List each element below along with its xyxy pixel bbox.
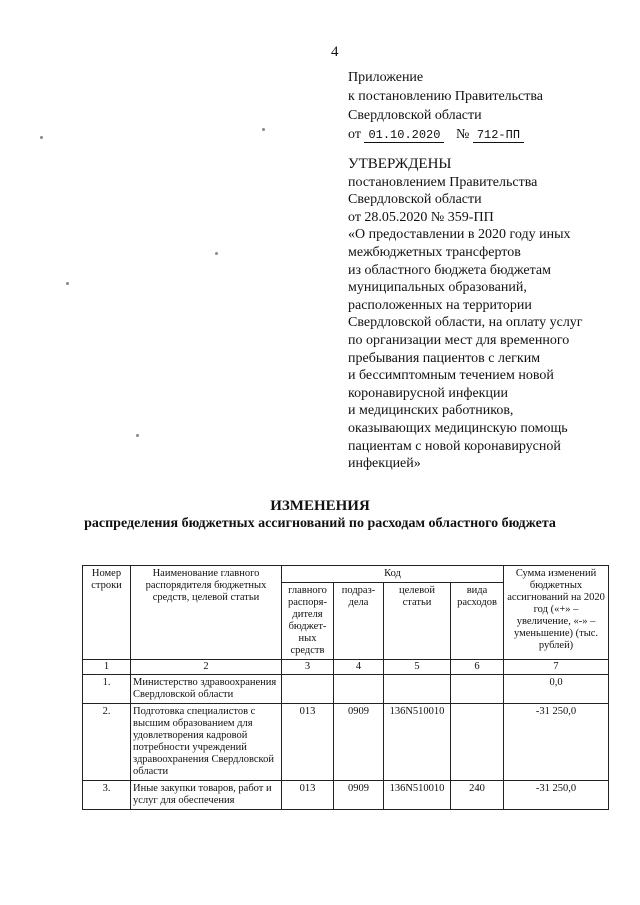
row-code-subsection: 0909: [334, 704, 384, 781]
header-code-target: целевой статьи: [384, 583, 451, 660]
row-sum: -31 250,0: [504, 781, 609, 810]
appendix-line: к постановлению Правительства: [348, 89, 544, 104]
approved-line: пребывания пациентов с легким: [348, 350, 541, 366]
row-number: 2.: [83, 704, 131, 781]
row-number: 3.: [83, 781, 131, 810]
approved-line: по организации мест для временного: [348, 332, 570, 348]
appendix-number: 712-ПП: [473, 128, 524, 143]
approved-line: Свердловской области: [348, 192, 482, 208]
row-code-subsection: [334, 675, 384, 704]
row-code-target: [384, 675, 451, 704]
row-code-expense: [451, 704, 504, 781]
table-header-row: [83, 566, 609, 583]
table-row: [83, 704, 609, 781]
approved-title: УТВЕРЖДЕНЫ: [348, 156, 452, 172]
row-code-expense: [451, 675, 504, 704]
column-index: 2: [131, 660, 282, 675]
column-index: 4: [334, 660, 384, 675]
approved-line: и бессимптомным течением новой: [348, 368, 554, 384]
from-label: от: [348, 127, 361, 142]
scan-speck: [262, 128, 265, 131]
approved-line: из областного бюджета бюджетам: [348, 262, 551, 278]
approved-line: межбюджетных трансфертов: [348, 244, 521, 260]
header-sum: Сумма изменений бюджетных ассигнований на 2020 год («+» – увеличение, «-» – уменьшение) (тыс. рублей): [504, 566, 609, 660]
column-index: 5: [384, 660, 451, 675]
appendix-line: Свердловской области: [348, 108, 482, 123]
approved-line: и медицинских работников,: [348, 403, 514, 419]
header-code-main: главного распоря-дителя бюджет-ных средств: [282, 583, 334, 660]
approved-line: инфекцией»: [348, 456, 421, 472]
header-row-number: Номер строки: [83, 566, 131, 660]
page-number: 4: [331, 44, 339, 60]
number-label: №: [455, 127, 470, 142]
approved-line: пациентам с новой коронавирусной: [348, 438, 561, 454]
row-sum: 0,0: [504, 675, 609, 704]
document-title: ИЗМЕНЕНИЯ: [270, 498, 370, 514]
row-code-target: 136N510010: [384, 704, 451, 781]
approved-block: [348, 156, 608, 473]
row-name: Подготовка специалистов с высшим образованием для удовлетворения кадровой потребности учреждений здравоохранения Свердловской области: [131, 704, 282, 781]
header-name: Наименование главного распорядителя бюджетных средств, целевой статьи: [131, 566, 282, 660]
header-code-subsection: подраз-дела: [334, 583, 384, 660]
column-index-row: [83, 660, 609, 675]
table-row: [83, 675, 609, 704]
row-sum: -31 250,0: [504, 704, 609, 781]
column-index: 7: [504, 660, 609, 675]
approved-line: коронавирусной инфекции: [348, 385, 508, 401]
row-code-subsection: 0909: [334, 781, 384, 810]
approved-line: постановлением Правительства: [348, 174, 538, 190]
scan-speck: [40, 136, 43, 139]
row-code-main: [282, 675, 334, 704]
scan-speck: [215, 252, 218, 255]
document-subtitle: распределения бюджетных ассигнований по расходам областного бюджета: [84, 516, 556, 531]
header-code: Код: [282, 566, 504, 583]
column-index: 6: [451, 660, 504, 675]
row-name: Иные закупки товаров, работ и услуг для обеспечения: [131, 781, 282, 810]
appendix-line: Приложение: [348, 70, 424, 85]
scan-speck: [136, 434, 139, 437]
approved-line: расположенных на территории: [348, 297, 532, 313]
column-index: 3: [282, 660, 334, 675]
budget-table: [82, 565, 609, 810]
approved-line: оказывающих медицинскую помощь: [348, 420, 568, 436]
approved-line: Свердловской области, на оплату услуг: [348, 315, 583, 331]
row-code-expense: 240: [451, 781, 504, 810]
row-code-target: 136N510010: [384, 781, 451, 810]
column-index: 1: [83, 660, 131, 675]
scan-speck: [66, 282, 69, 285]
table-row: [83, 781, 609, 810]
row-name: Министерство здравоохранения Свердловской области: [131, 675, 282, 704]
appendix-block: [348, 68, 543, 145]
row-number: 1.: [83, 675, 131, 704]
row-code-main: 013: [282, 781, 334, 810]
approved-line: «О предоставлении в 2020 году иных: [348, 227, 571, 243]
appendix-date-line: [348, 125, 543, 145]
row-code-main: 013: [282, 704, 334, 781]
appendix-date: 01.10.2020: [364, 128, 444, 143]
header-code-expense: вида расходов: [451, 583, 504, 660]
approved-line: муниципальных образований,: [348, 280, 527, 296]
approved-line: от 28.05.2020 № 359-ПП: [348, 209, 494, 225]
